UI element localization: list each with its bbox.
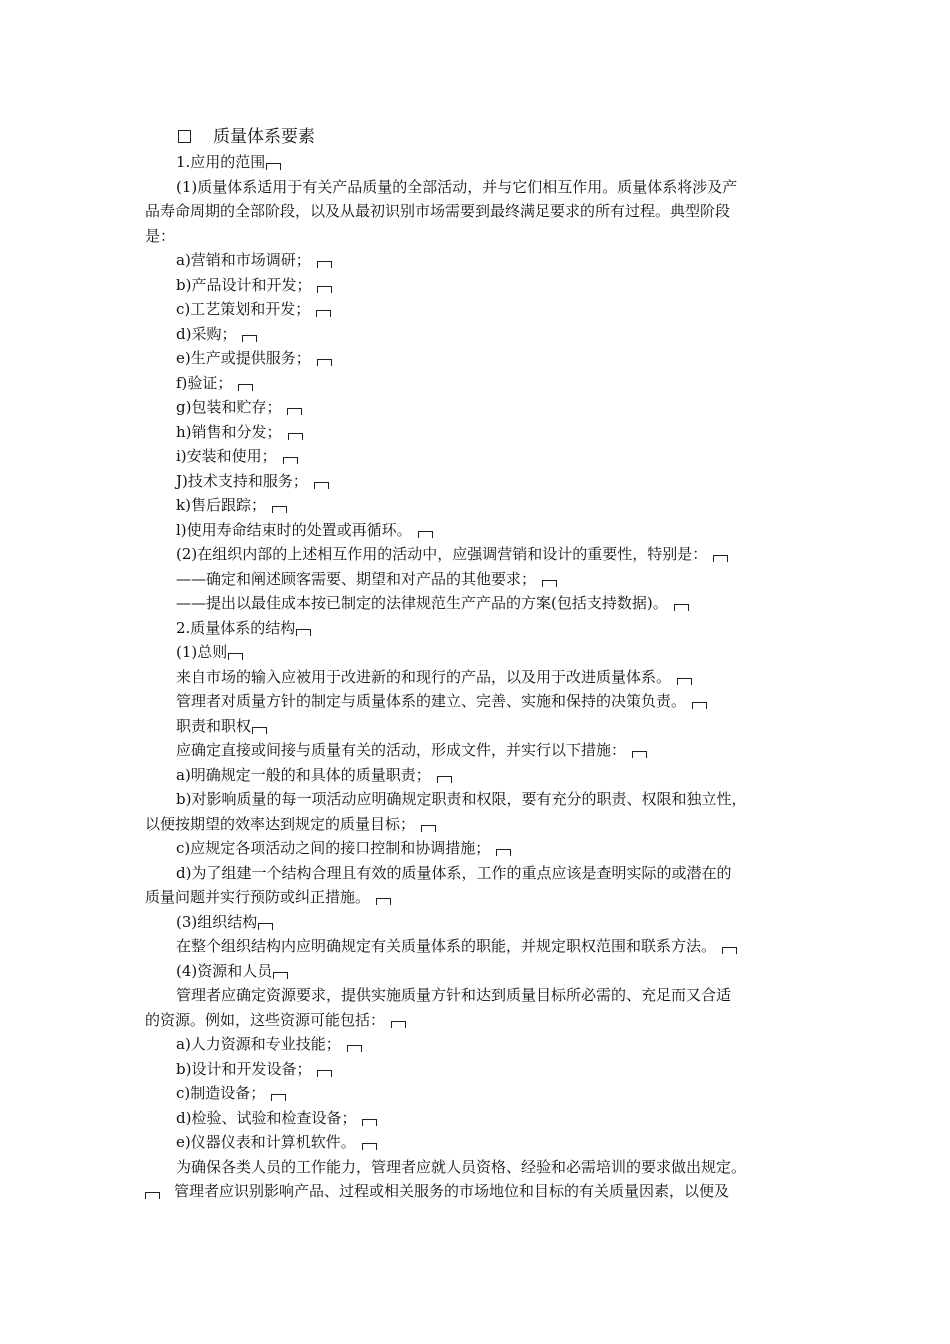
- text-line: [145, 150, 815, 175]
- paragraph-mark-icon: [271, 1094, 286, 1101]
- line-text: 为确保各类人员的工作能力，管理者应就人员资格、经验和必需培训的要求做出规定。: [176, 1157, 747, 1176]
- text-line: [145, 1008, 815, 1033]
- line-text: 以便按期望的效率达到规定的质量目标；: [145, 814, 416, 833]
- text-line: [145, 738, 815, 763]
- line-text: b)产品设计和开发；: [176, 275, 312, 294]
- line-text: g)包装和贮存；: [176, 398, 282, 416]
- line-text: 质量问题并实行预防或纠正措施。: [145, 888, 371, 906]
- paragraph-mark-icon: [347, 1045, 362, 1052]
- text-line: [145, 640, 815, 665]
- line-text: d)检验、试验和检查设备；: [176, 1108, 357, 1127]
- line-text: l)使用寿命结束时的处置或再循环。: [176, 520, 412, 539]
- line-text: 管理者应识别影响产品、过程或相关服务的市场地位和目标的有关质量因素，以便及: [174, 1182, 730, 1200]
- line-text: (1)总则: [176, 643, 228, 661]
- paragraph-mark-icon: [238, 384, 253, 391]
- paragraph-mark-icon: [296, 629, 311, 636]
- line-text: J)技术支持和服务；: [176, 471, 308, 490]
- text-line: [145, 395, 815, 420]
- text-line: [145, 273, 815, 298]
- paragraph-mark-icon: [287, 408, 302, 415]
- paragraph-mark-icon: [632, 751, 647, 758]
- paragraph-mark-icon: [317, 286, 332, 293]
- text-line: [145, 1057, 815, 1082]
- line-text: 职责和职权: [176, 716, 252, 735]
- line-text: 2.质量体系的结构: [176, 618, 296, 637]
- line-text: b)设计和开发设备；: [176, 1059, 312, 1078]
- paragraph-mark-icon: [288, 433, 303, 440]
- paragraph-mark-icon: [391, 1021, 406, 1028]
- line-text: 在整个组织结构内应明确规定有关质量体系的职能，并规定职权范围和联系方法。: [176, 937, 717, 955]
- paragraph-mark-icon: [376, 898, 391, 905]
- paragraph-mark-icon: [713, 555, 728, 562]
- line-text: (3)组织结构: [176, 912, 258, 931]
- line-text: d)采购；: [176, 324, 237, 343]
- text-line: [145, 959, 815, 984]
- text-line: [145, 934, 815, 959]
- text-line: [145, 224, 815, 249]
- text-line: [145, 1081, 815, 1106]
- paragraph-mark-icon: [496, 849, 511, 856]
- section-title-text: 质量体系要素: [213, 127, 315, 147]
- paragraph-mark-icon: [266, 163, 281, 170]
- line-text: (4)资源和人员: [176, 961, 273, 980]
- line-text: c)工艺策划和开发；: [176, 300, 311, 318]
- paragraph-mark-icon: [362, 1119, 377, 1126]
- paragraph-mark-icon: [258, 923, 273, 930]
- paragraph-mark-icon: [437, 776, 452, 783]
- line-text: h)销售和分发；: [176, 422, 282, 441]
- text-line: [145, 199, 815, 224]
- line-text: i)安装和使用；: [176, 447, 277, 465]
- text-line: [145, 1106, 815, 1131]
- text-line: [145, 861, 815, 886]
- line-text: k)售后跟踪；: [176, 496, 266, 514]
- document-page: [145, 124, 815, 1204]
- document-body: [145, 150, 815, 1204]
- paragraph-mark-icon: [692, 702, 707, 709]
- paragraph-mark-icon: [317, 359, 332, 366]
- line-text: 品寿命周期的全部阶段，以及从最初识别市场需要到最终满足要求的所有过程。典型阶段: [145, 202, 731, 220]
- paragraph-mark-icon: [252, 727, 267, 734]
- line-text: b)对影响质量的每一项活动应明确规定职责和权限，要有充分的职责、权限和独立性，: [176, 790, 747, 808]
- text-line: [145, 836, 815, 861]
- line-text: c)制造设备；: [176, 1084, 266, 1102]
- text-line: [145, 444, 815, 469]
- text-line: [145, 714, 815, 739]
- section-title: [145, 124, 815, 150]
- paragraph-mark-icon: [228, 653, 243, 660]
- paragraph-mark-icon: [418, 531, 433, 538]
- line-text: 管理者对质量方针的制定与质量体系的建立、完善、实施和保持的决策负责。: [176, 692, 687, 710]
- checkbox-icon: [178, 130, 191, 143]
- text-line: [145, 248, 815, 273]
- line-text: 1.应用的范围: [176, 153, 266, 171]
- text-line: [145, 1032, 815, 1057]
- line-text: (1)质量体系适用于有关产品质量的全部活动，并与它们相互作用。质量体系将涉及产: [176, 177, 738, 196]
- line-text: f)验证；: [176, 373, 233, 392]
- text-line: [145, 371, 815, 396]
- line-text: ——确定和阐述顾客需要、期望和对产品的其他要求；: [176, 569, 537, 588]
- paragraph-mark-icon: [314, 482, 329, 489]
- text-line: [145, 469, 815, 494]
- text-line: [145, 1155, 815, 1180]
- line-text: 管理者应确定资源要求，提供实施质量方针和达到质量目标所必需的、充足而又合适: [176, 986, 732, 1004]
- paragraph-mark-icon: [145, 1192, 160, 1199]
- paragraph-mark-icon: [317, 1070, 332, 1077]
- line-text: 是：: [145, 226, 176, 245]
- paragraph-mark-icon: [317, 261, 332, 268]
- paragraph-mark-icon: [273, 972, 288, 979]
- line-text: e)仪器仪表和计算机软件。: [176, 1133, 356, 1151]
- line-text: a)明确规定一般的和具体的质量职责；: [176, 765, 431, 784]
- paragraph-mark-icon: [283, 457, 298, 464]
- text-line: [145, 910, 815, 935]
- text-line: [145, 689, 815, 714]
- text-line: [145, 665, 815, 690]
- text-line: [145, 567, 815, 592]
- paragraph-mark-icon: [677, 678, 692, 685]
- line-text: (2)在组织内部的上述相互作用的活动中，应强调营销和设计的重要性，特别是：: [176, 545, 708, 563]
- text-line: [145, 322, 815, 347]
- paragraph-mark-icon: [272, 506, 287, 513]
- text-line: [145, 591, 815, 616]
- line-text: c)应规定各项活动之间的接口控制和协调措施；: [176, 839, 491, 857]
- text-line: [145, 1130, 815, 1155]
- text-line: [145, 297, 815, 322]
- text-line: [145, 812, 815, 837]
- text-line: [145, 518, 815, 543]
- paragraph-mark-icon: [421, 825, 436, 832]
- line-text: 的资源。例如，这些资源可能包括：: [145, 1010, 386, 1029]
- text-line: [145, 787, 815, 812]
- text-line: [145, 1179, 815, 1204]
- line-text: d)为了组建一个结构合理且有效的质量体系，工作的重点应该是查明实际的或潜在的: [176, 863, 732, 882]
- line-text: a)营销和市场调研；: [176, 251, 311, 269]
- paragraph-mark-icon: [722, 947, 737, 954]
- paragraph-mark-icon: [242, 335, 257, 342]
- text-line: [145, 542, 815, 567]
- line-text: e)生产或提供服务；: [176, 349, 311, 367]
- text-line: [145, 983, 815, 1008]
- text-line: [145, 885, 815, 910]
- line-text: 来自市场的输入应被用于改进新的和现行的产品，以及用于改进质量体系。: [176, 667, 672, 686]
- text-line: [145, 420, 815, 445]
- paragraph-mark-icon: [542, 580, 557, 587]
- paragraph-mark-icon: [362, 1143, 377, 1150]
- paragraph-mark-icon: [674, 604, 689, 611]
- text-line: [145, 175, 815, 200]
- text-line: [145, 763, 815, 788]
- paragraph-mark-icon: [316, 310, 331, 317]
- line-text: ——提出以最佳成本按已制定的法律规范生产产品的方案(包括支持数据)。: [176, 594, 668, 612]
- text-line: [145, 346, 815, 371]
- text-line: [145, 616, 815, 641]
- line-text: 应确定直接或间接与质量有关的活动，形成文件，并实行以下措施：: [176, 741, 627, 759]
- text-line: [145, 493, 815, 518]
- line-text: a)人力资源和专业技能；: [176, 1035, 341, 1053]
